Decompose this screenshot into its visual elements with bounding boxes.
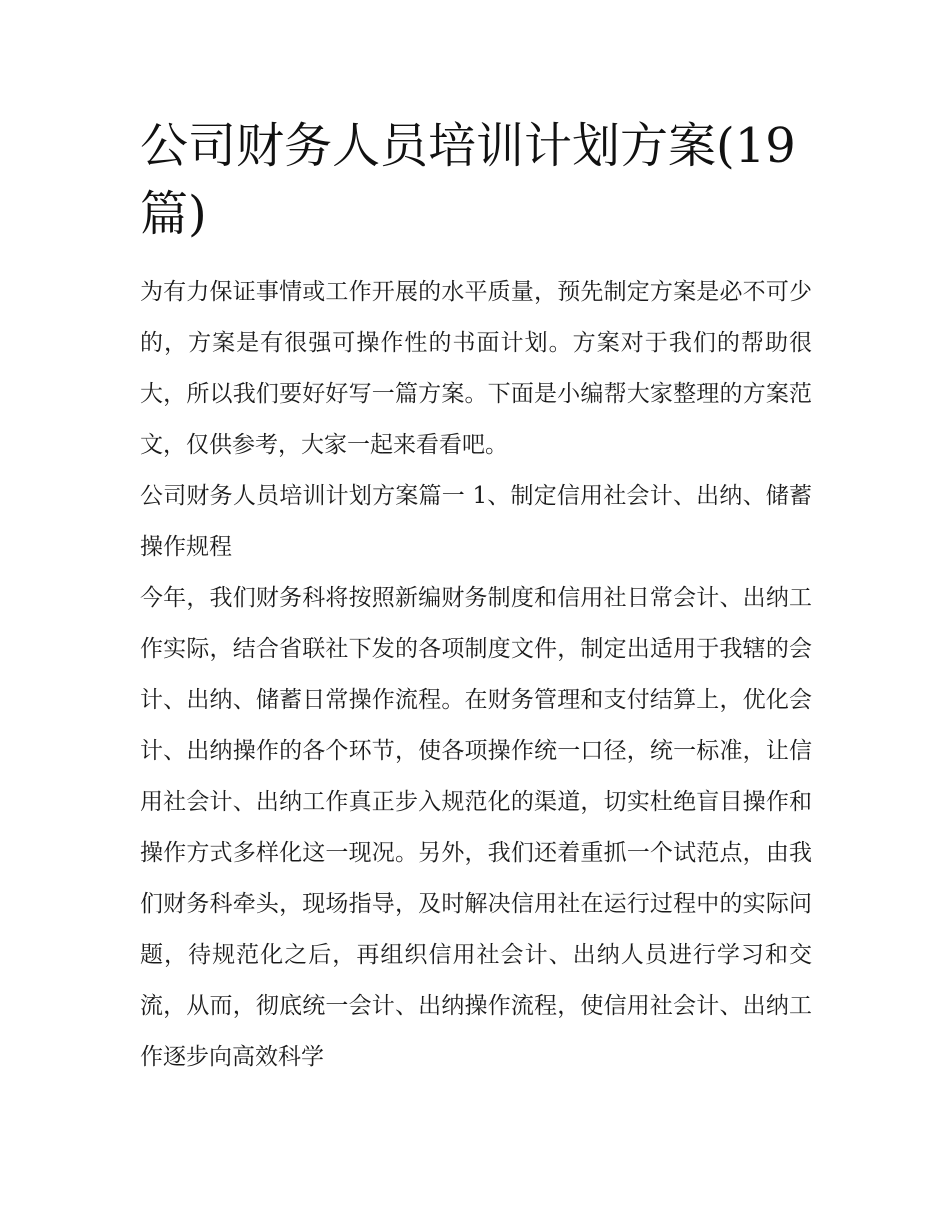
section-heading-paragraph: 公司财务人员培训计划方案篇一 1、制定信用社会计、出纳、储蓄操作规程 [140, 483, 812, 560]
document-title: 公司财务人员培训计划方案(19篇) [140, 118, 796, 242]
intro-paragraph: 为有力保证事情或工作开展的水平质量，预先制定方案是必不可少的，方案是有很强可操作性的书面计划。方案对于我们的帮助很大，所以我们要好好写一篇方案。下面是小编帮大家整理的方案范文，仅供参考，大家一起来看看吧。 [140, 279, 812, 458]
body-paragraph: 今年，我们财务科将按照新编财务制度和信用社日常会计、出纳工作实际，结合省联社下发的各项制度文件，制定出适用于我辖的会计、出纳、储蓄日常操作流程。在财务管理和支付结算上，优化会计、出纳操作的各个环节，使各项操作统一口径，统一标准，让信用社会计、出纳工作真正步入规范化的渠道，切实杜绝盲目操作和操作方式多样化这一现况。另外，我们还着重抓一个试范点，由我们财务科牵头，现场指导，及时解决信用社在运行过程中的实际问题，待规范化之后，再组织信用社会计、出纳人员进行学习和交流，从而，彻底统一会计、出纳操作流程，使信用社会计、出纳工作逐步向高效科学 [140, 585, 812, 1070]
document-body [140, 112, 812, 1083]
